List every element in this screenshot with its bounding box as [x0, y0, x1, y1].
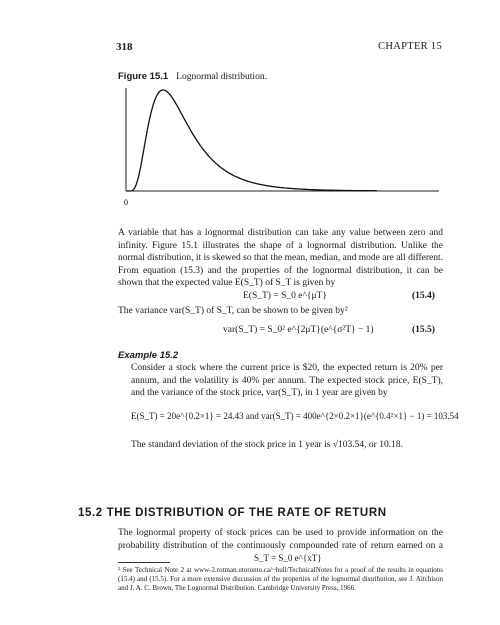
example-label: Example 15.2 — [118, 350, 179, 361]
figure-label: Figure 15.1 — [118, 71, 169, 82]
paragraph-lognormal-intro — [118, 227, 443, 290]
footnote-rule — [118, 562, 170, 563]
lognormal-curve — [126, 90, 377, 191]
lognormal-figure — [117, 82, 447, 210]
paragraph-rate-of-return — [118, 527, 443, 551]
example-equation: E(S_T) = 20e^{0.2×1} = 24.43 and var(S_T) = 400e^{2×0.2×1}(e^{0.4²×1} − 1) = 103.54 — [131, 411, 459, 421]
example-text: Consider a stock where the current price is $20, the expected return is 20% per annum, and the volatility is 40% per annum. The expected stock price, E(S_T), and the variance of the stock price, var(S_T), in 1 year are given by — [131, 363, 443, 399]
equation-15-5-number: (15.5) — [412, 325, 435, 335]
equation-15-4-number: (15.4) — [412, 291, 435, 301]
paragraph-variance — [118, 305, 443, 318]
equation-15-5: var(S_T) = S_0² e^{2μT}(e^{σ²T} − 1) — [223, 325, 374, 335]
paragraph-3-text: The lognormal property of stock prices can be used to provide information on the probability distribution of the continuously compounded rate of return earned on a — [118, 528, 443, 551]
paragraph-1-text: A variable that has a lognormal distribution can take any value between zero and infinity. Figure 15.1 illustrates the shape of a lognormal distribution. Unlike the normal distribution, it is skewed so that the mean, median, and mode are all different. From equation (15.3) and the properties of the lognormal distribution, it can be shown that the expected value E(S_T) of S_T is given by — [118, 228, 443, 289]
section-heading: 15.2 THE DISTRIBUTION OF THE RATE OF RETURN — [78, 507, 387, 519]
figure-caption-text: Lognormal distribution. — [176, 72, 267, 82]
chapter-heading: CHAPTER 15 — [378, 41, 442, 52]
figure-caption — [118, 71, 267, 82]
page-number: 318 — [116, 41, 133, 53]
footnote: ² See Technical Note 2 at www-2.rotman.utoronto.ca/~hull/TechnicalNotes for a proof of the results in equations (15.4) and (15.5). For a more extensive discussion of the properties of the lognormal distribution, see J. Aitchison and J. A. C. Brown, The Lognormal Distribution. Cambridge University Press, 1966. — [118, 566, 443, 592]
origin-label: 0 — [124, 198, 128, 207]
equation-x: S_T = S_0 e^{xT} — [254, 553, 322, 563]
paragraph-2-text: The variance var(S_T) of S_T, can be shown to be given by² — [118, 306, 348, 316]
example-standard-deviation: The standard deviation of the stock price in 1 year is √103.54, or 10.18. — [131, 440, 403, 450]
equation-15-4: E(S_T) = S_0 e^{μT} — [243, 291, 327, 301]
